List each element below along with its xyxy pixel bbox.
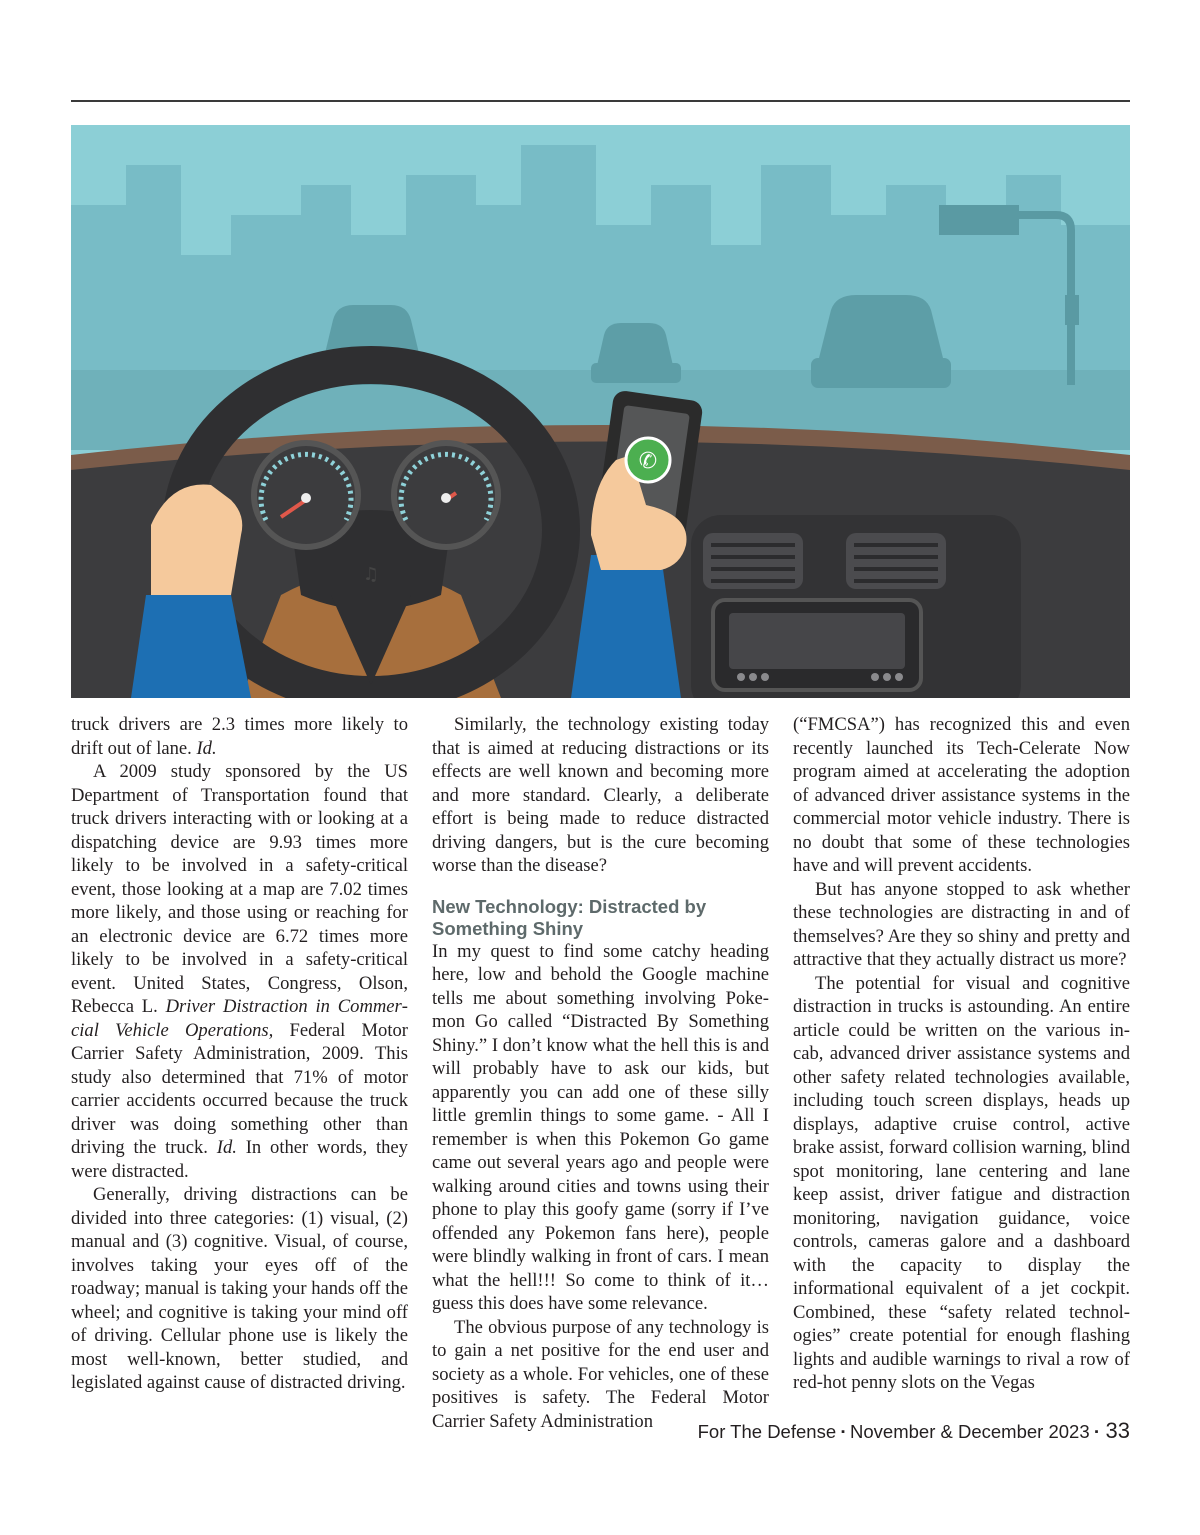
svg-text:✆: ✆ xyxy=(638,449,658,474)
publication-name: For The Defense xyxy=(697,1421,837,1442)
page-number: 33 xyxy=(1105,1418,1130,1443)
phone-call-icon xyxy=(626,438,670,482)
separator-bullet: ▪ xyxy=(1094,1426,1099,1438)
paragraph: Similarly, the technology existing today that is aimed at reducing distractions or its effects are well known and becoming more and more standard. Clearly, a deliberate effort is being made to reduce distracted driving dangers, but is the cure becoming worse than the disease? xyxy=(432,714,769,876)
article-column-2 xyxy=(432,713,769,1433)
text-run: Federal Motor Carrier Safety Administration, 2009. This study also determined that 71% of motor carrier accidents occurred because the truck driver was doing something other than driving the truck. xyxy=(71,1019,408,1158)
page-footer xyxy=(698,1418,1130,1444)
text-run: truck drivers are 2.3 times more likely to drift out of lane. xyxy=(71,714,408,759)
distracted-driving-illustration xyxy=(71,125,1130,698)
text-run: In other words, they were distracted. xyxy=(71,1137,408,1182)
issue-date: November & December 2023 xyxy=(850,1421,1090,1442)
citation: Id. xyxy=(216,1137,237,1158)
svg-text:♫: ♫ xyxy=(362,564,380,585)
citation: Id. xyxy=(196,737,217,759)
text-run: A 2009 study sponsored by the US Department of Transportation found that truck drivers interacting with or looking at a dispatching device are 9.93 times more likely to be involved in a safety-critical event, those looking at a map are 7.02 times more likely, and those using or reaching for an electronic device are 6.72 times more likely to be involved in a safety-critical event. United States, Congress, Olson, Rebecca L. xyxy=(71,761,408,1017)
header-rule xyxy=(71,100,1130,102)
section-heading: New Technology: Distracted by Something Shiny xyxy=(432,895,707,939)
article-column-1 xyxy=(71,713,408,1395)
report-title: Driver Distraction in Commercial Vehicle Operations, xyxy=(71,996,408,1041)
paragraph xyxy=(71,760,408,1183)
paragraph: Generally, driving distractions can be divided into three categories: (1) visual, (2) manual and (3) cognitive. Visual, of course, involves taking your eyes off of the roadway; manual is taking your hands off the wheel; and cognitive is taking your mind off of driving. Cellular phone use is likely the most well-known, better studied, and legislated against cause of distracted driving. xyxy=(71,1184,408,1393)
paragraph: The obvious purpose of any technology is to gain a net positive for the end user and society as a whole. For vehicles, one of these positives is safety. The Federal Motor Carrier Safety Administration xyxy=(432,1316,769,1432)
paragraph: (“FMCSA”) has recognized this and even recently launched its Tech-Celerate Now program aimed at accelerating the adoption of advanced driver assistance systems in the commercial motor vehicle industry. There is no doubt that some of these technologies have and will prevent accidents. xyxy=(793,714,1130,876)
paragraph: In my quest to find some catchy heading here, low and behold the Google machine tells me about something involving Pokemon Go called “Distracted By Something Shiny.” I don’t know what the hell this is and will probably have to ask our kids, but apparently you can add one of these silly little gremlin things to some game. - All I remember is when this Pokemon Go game came out several years ago and people were walking around cities and towns using their phone to play this goofy game (sorry if I’ve offended any Pokemon fans here), people were blindly walking in front of cars. I mean what the hell!!! So come to think of it…guess this does have some relevance. xyxy=(432,940,769,1314)
paragraph xyxy=(71,713,408,760)
separator-bullet: ▪ xyxy=(841,1426,846,1438)
article-column-3 xyxy=(793,713,1130,1395)
paragraph: The potential for visual and cognitive distraction in trucks is astounding. An entire article could be written on the various in-cab, advanced driver assistance systems and other safety related technologies available, including touch screen displays, heads up displays, adaptive cruise control, active brake assist, forward collision warning, blind spot monitoring, lane centering and lane keep assist, driver fatigue and distraction monitoring, navigation guidance, voice controls, cameras galore and a dashboard with the capacity to display the informational equivalent of a jet cockpit. Combined, these “safety related technologies” create potential for enough flashing lights and audible warnings to rival a row of red-hot penny slots on the Vegas xyxy=(793,972,1130,1393)
paragraph: But has anyone stopped to ask whether these technologies are distracting in and of themselves? Are they so shiny and pretty and attractive that they actually distract us more? xyxy=(793,878,1130,970)
